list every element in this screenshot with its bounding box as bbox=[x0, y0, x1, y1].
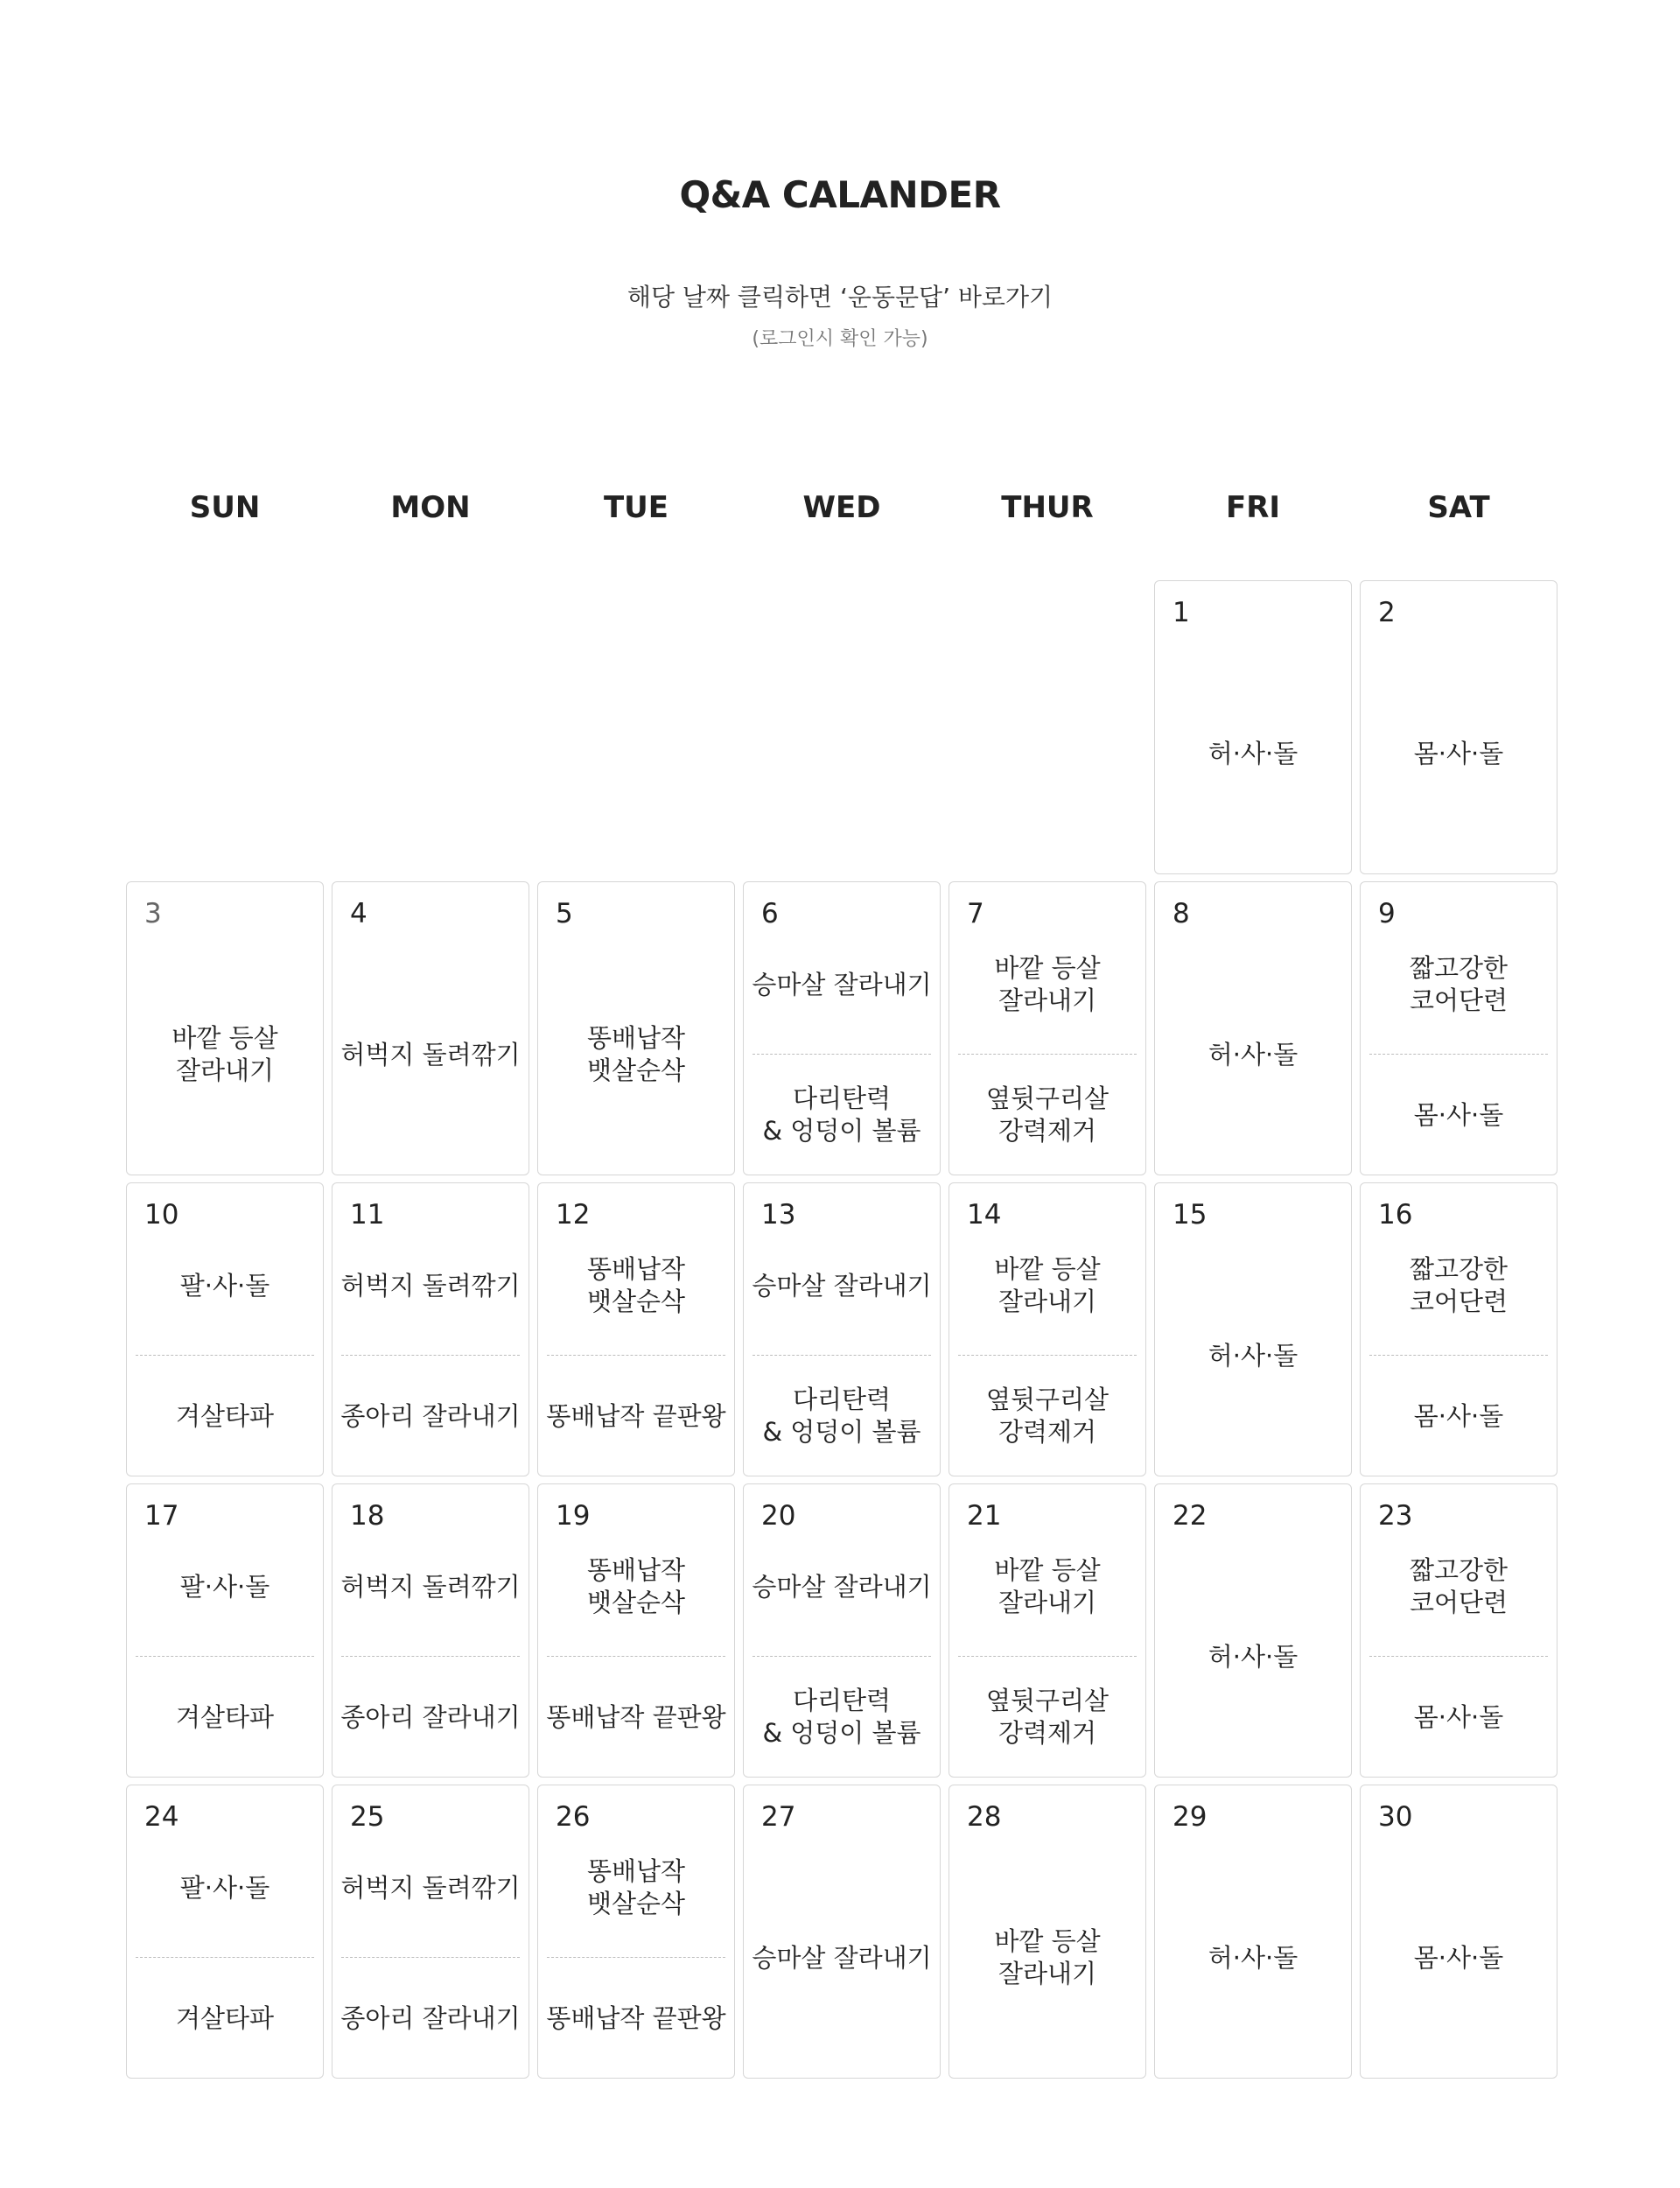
dashed-divider bbox=[958, 1656, 1137, 1657]
dashed-divider bbox=[341, 1957, 520, 1958]
workout-link[interactable]: 몸·사·돌 bbox=[1413, 738, 1504, 768]
day-number: 30 bbox=[1378, 1801, 1413, 1833]
calendar-day-2[interactable] bbox=[1360, 580, 1558, 874]
page-title: Q&A CALANDER bbox=[679, 173, 1001, 216]
workout-link[interactable]: 허·사·돌 bbox=[1208, 1340, 1298, 1371]
calendar-day-9[interactable] bbox=[1360, 881, 1558, 1175]
calendar-day-6[interactable] bbox=[743, 881, 941, 1175]
dashed-divider bbox=[547, 1355, 725, 1356]
calendar-day-11[interactable] bbox=[332, 1182, 529, 1476]
workout-link-bottom[interactable]: 겨살타파 bbox=[175, 1400, 275, 1431]
workout-link-bottom[interactable]: 옆뒷구리살 강력제거 bbox=[985, 1686, 1110, 1748]
workout-link-bottom[interactable]: 똥배납작 끝판왕 bbox=[546, 1400, 726, 1431]
calendar-day-4[interactable] bbox=[332, 881, 529, 1175]
day-number: 3 bbox=[144, 898, 162, 929]
workout-link-top[interactable]: 똥배납작 뱃살순삭 bbox=[586, 1555, 686, 1617]
workout-link[interactable]: 바깥 등살 잘라내기 bbox=[994, 1926, 1101, 1988]
dashed-divider bbox=[752, 1355, 931, 1356]
calendar-day-8[interactable] bbox=[1154, 881, 1352, 1175]
day-number: 14 bbox=[967, 1199, 1002, 1231]
calendar-day-18[interactable] bbox=[332, 1483, 529, 1778]
workout-link-bottom[interactable]: 겨살타파 bbox=[175, 2002, 275, 2033]
calendar-day-5[interactable] bbox=[537, 881, 735, 1175]
weekday-thur: THUR bbox=[1001, 490, 1094, 525]
workout-link-bottom[interactable]: 옆뒷구리살 강력제거 bbox=[985, 1385, 1110, 1447]
day-number: 22 bbox=[1172, 1500, 1208, 1532]
day-number: 29 bbox=[1172, 1801, 1208, 1833]
dashed-divider bbox=[136, 1957, 314, 1958]
day-number: 17 bbox=[144, 1500, 179, 1532]
dashed-divider bbox=[136, 1355, 314, 1356]
weekday-tue: TUE bbox=[603, 490, 669, 525]
day-number: 2 bbox=[1378, 597, 1396, 628]
workout-link-top[interactable]: 허벅지 돌려깎기 bbox=[340, 1872, 521, 1903]
calendar-day-1[interactable] bbox=[1154, 580, 1352, 874]
day-number: 9 bbox=[1378, 898, 1396, 929]
calendar-day-15[interactable] bbox=[1154, 1182, 1352, 1476]
calendar-day-25[interactable] bbox=[332, 1785, 529, 2079]
dashed-divider bbox=[547, 1656, 725, 1657]
dashed-divider bbox=[752, 1656, 931, 1657]
calendar-day-27[interactable] bbox=[743, 1785, 941, 2079]
workout-link[interactable]: 허·사·돌 bbox=[1208, 1039, 1298, 1069]
day-number: 25 bbox=[350, 1801, 385, 1833]
day-number: 8 bbox=[1172, 898, 1190, 929]
workout-link[interactable]: 허·사·돌 bbox=[1208, 738, 1298, 768]
day-number: 16 bbox=[1378, 1199, 1413, 1231]
calendar-day-29[interactable] bbox=[1154, 1785, 1352, 2079]
calendar-day-24[interactable] bbox=[126, 1785, 324, 2079]
dashed-divider bbox=[1369, 1054, 1548, 1055]
dashed-divider bbox=[1369, 1656, 1548, 1657]
calendar-day-19[interactable] bbox=[537, 1483, 735, 1778]
day-number: 24 bbox=[144, 1801, 179, 1833]
workout-link-bottom[interactable]: 옆뒷구리살 강력제거 bbox=[985, 1083, 1110, 1146]
day-number: 28 bbox=[967, 1801, 1002, 1833]
day-number: 7 bbox=[967, 898, 984, 929]
workout-link-bottom[interactable]: 똥배납작 끝판왕 bbox=[546, 1701, 726, 1732]
day-number: 4 bbox=[350, 898, 368, 929]
workout-link-top[interactable]: 승마살 잘라내기 bbox=[752, 1270, 932, 1301]
workout-link-top[interactable]: 허벅지 돌려깎기 bbox=[340, 1571, 521, 1602]
workout-link-bottom[interactable]: 다리탄력 & 엉덩이 볼륨 bbox=[762, 1686, 921, 1748]
dashed-divider bbox=[958, 1355, 1137, 1356]
day-number: 5 bbox=[556, 898, 573, 929]
day-number: 21 bbox=[967, 1500, 1002, 1532]
day-number: 26 bbox=[556, 1801, 591, 1833]
weekday-sat: SAT bbox=[1427, 490, 1490, 525]
workout-link[interactable]: 허벅지 돌려깎기 bbox=[340, 1039, 521, 1069]
calendar-day-17[interactable] bbox=[126, 1483, 324, 1778]
dashed-divider bbox=[136, 1656, 314, 1657]
workout-link-top[interactable]: 팔·사·돌 bbox=[179, 1270, 270, 1301]
workout-link-bottom[interactable]: 다리탄력 & 엉덩이 볼륨 bbox=[762, 1385, 921, 1447]
workout-link[interactable]: 허·사·돌 bbox=[1208, 1641, 1298, 1672]
calendar-day-7[interactable] bbox=[948, 881, 1146, 1175]
day-number: 18 bbox=[350, 1500, 385, 1532]
workout-link-bottom[interactable]: 똥배납작 끝판왕 bbox=[546, 2002, 726, 2033]
workout-link-top[interactable]: 짧고강한 코어단련 bbox=[1409, 1555, 1508, 1617]
workout-link-top[interactable]: 바깥 등살 잘라내기 bbox=[994, 1254, 1101, 1316]
workout-link-bottom[interactable]: 몸·사·돌 bbox=[1413, 1400, 1504, 1431]
calendar-day-3[interactable] bbox=[126, 881, 324, 1175]
workout-link-bottom[interactable]: 몸·사·돌 bbox=[1413, 1099, 1504, 1130]
calendar-day-21[interactable] bbox=[948, 1483, 1146, 1778]
workout-link-bottom[interactable]: 몸·사·돌 bbox=[1413, 1701, 1504, 1732]
workout-link-bottom[interactable]: 종아리 잘라내기 bbox=[340, 2002, 521, 2033]
workout-link-top[interactable]: 바깥 등살 잘라내기 bbox=[994, 953, 1101, 1015]
calendar-day-13[interactable] bbox=[743, 1182, 941, 1476]
day-number: 13 bbox=[761, 1199, 796, 1231]
calendar-day-22[interactable] bbox=[1154, 1483, 1352, 1778]
workout-link-bottom[interactable]: 종아리 잘라내기 bbox=[340, 1400, 521, 1431]
page-subtitle: 해당 날짜 클릭하면 ‘운동문답’ 바로가기 bbox=[626, 283, 1054, 312]
workout-link-bottom[interactable]: 겨살타파 bbox=[175, 1701, 275, 1732]
day-number: 19 bbox=[556, 1500, 591, 1532]
day-number: 10 bbox=[144, 1199, 179, 1231]
calendar-day-26[interactable] bbox=[537, 1785, 735, 2079]
day-number: 20 bbox=[761, 1500, 796, 1532]
workout-link-top[interactable]: 승마살 잘라내기 bbox=[752, 969, 932, 999]
workout-link-top[interactable]: 짧고강한 코어단련 bbox=[1409, 953, 1508, 1015]
workout-link[interactable]: 몸·사·돌 bbox=[1413, 1942, 1504, 1973]
weekday-wed: WED bbox=[802, 490, 881, 525]
workout-link[interactable]: 똥배납작 뱃살순삭 bbox=[586, 1023, 686, 1085]
dashed-divider bbox=[958, 1054, 1137, 1055]
workout-link-top[interactable]: 바깥 등살 잘라내기 bbox=[994, 1555, 1101, 1617]
day-number: 1 bbox=[1172, 597, 1190, 628]
workout-link-top[interactable]: 팔·사·돌 bbox=[179, 1872, 270, 1903]
workout-link-top[interactable]: 똥배납작 뱃살순삭 bbox=[586, 1254, 686, 1316]
calendar-day-30[interactable] bbox=[1360, 1785, 1558, 2079]
workout-link-top[interactable]: 허벅지 돌려깎기 bbox=[340, 1270, 521, 1301]
day-number: 11 bbox=[350, 1199, 385, 1231]
dashed-divider bbox=[341, 1656, 520, 1657]
calendar-day-14[interactable] bbox=[948, 1182, 1146, 1476]
dashed-divider bbox=[752, 1054, 931, 1055]
workout-link[interactable]: 허·사·돌 bbox=[1208, 1942, 1298, 1973]
workout-link-top[interactable]: 짧고강한 코어단련 bbox=[1409, 1254, 1508, 1316]
dashed-divider bbox=[1369, 1355, 1548, 1356]
weekday-sun: SUN bbox=[189, 490, 261, 525]
day-number: 27 bbox=[761, 1801, 796, 1833]
dashed-divider bbox=[547, 1957, 725, 1958]
workout-link-top[interactable]: 똥배납작 뱃살순삭 bbox=[586, 1856, 686, 1918]
workout-link[interactable]: 바깥 등살 잘라내기 bbox=[172, 1023, 278, 1085]
day-number: 23 bbox=[1378, 1500, 1413, 1532]
calendar-day-16[interactable] bbox=[1360, 1182, 1558, 1476]
workout-link-top[interactable]: 팔·사·돌 bbox=[179, 1571, 270, 1602]
calendar-day-12[interactable] bbox=[537, 1182, 735, 1476]
dashed-divider bbox=[341, 1355, 520, 1356]
workout-link-bottom[interactable]: 다리탄력 & 엉덩이 볼륨 bbox=[762, 1083, 921, 1146]
day-number: 15 bbox=[1172, 1199, 1208, 1231]
weekday-mon: MON bbox=[390, 490, 471, 525]
weekday-fri: FRI bbox=[1225, 490, 1281, 525]
login-note: (로그인시 확인 가능) bbox=[752, 328, 928, 350]
calendar-day-23[interactable] bbox=[1360, 1483, 1558, 1778]
day-number: 6 bbox=[761, 898, 779, 929]
workout-link-top[interactable]: 승마살 잘라내기 bbox=[752, 1571, 932, 1602]
calendar-day-20[interactable] bbox=[743, 1483, 941, 1778]
workout-link-bottom[interactable]: 종아리 잘라내기 bbox=[340, 1701, 521, 1732]
calendar-day-28[interactable] bbox=[948, 1785, 1146, 2079]
day-number: 12 bbox=[556, 1199, 591, 1231]
calendar-day-10[interactable] bbox=[126, 1182, 324, 1476]
workout-link[interactable]: 승마살 잘라내기 bbox=[752, 1942, 932, 1973]
